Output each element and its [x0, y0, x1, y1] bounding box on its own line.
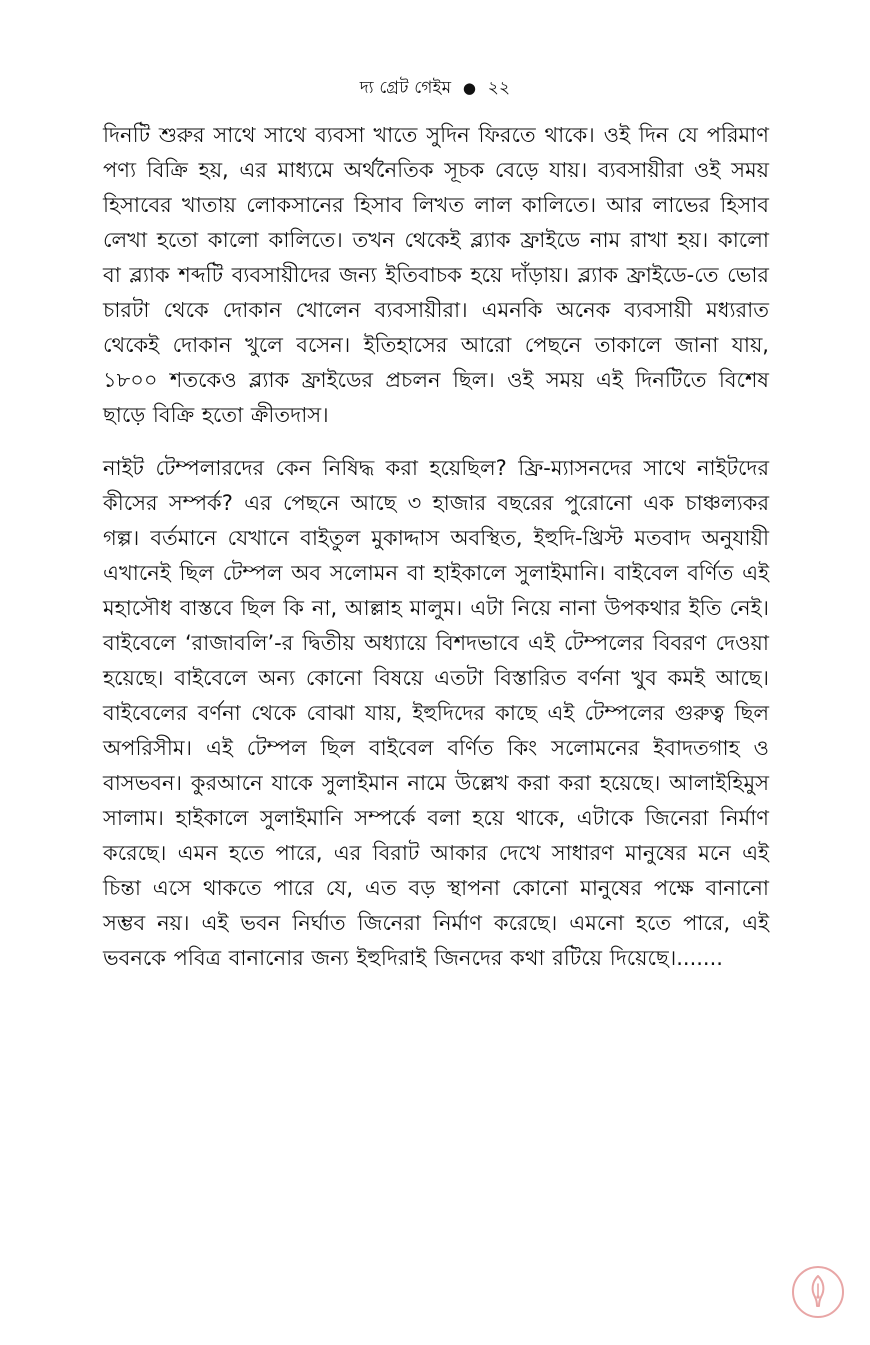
body-text — [103, 118, 769, 976]
page-number: ২২ — [487, 78, 511, 98]
paragraph-knights-templar: নাইট টেম্পলারদের কেন নিষিদ্ধ করা হয়েছিল? ফ্রি-ম্যাসনদের সাথে নাইটদের কীসের সম্পর্ক? এর পেছনে আছে ৩ হাজার বছরের পুরোনো এক চাঞ্চল্যকর গল্প। বর্তমানে যেখানে বাইতুল মুকাদ্দাস অবস্থিত, ইহুদি-খ্রিস্ট মতবাদ অনুযায়ী এখানেই ছিল টেম্পল অব সলোমন বা হাইকালে সুলাইমানি। বাইবেল বর্ণিত এই মহাসৌধ বাস্তবে ছিল কি না, আল্লাহ মালুম। এটা নিয়ে নানা উপকথার ইতি নেই। বাইবেলে ‘রাজাবলি’-র দ্বিতীয় অধ্যায়ে বিশদভাবে এই টেম্পলের বিবরণ দেওয়া হয়েছে। বাইবেলে অন্য কোনো বিষয়ে এতটা বিস্তারিত বর্ণনা খুব কমই আছে। বাইবেলের বর্ণনা থেকে বোঝা যায়, ইহুদিদের কাছে এই টেম্পলের গুরুত্ব ছিল অপরিসীম। এই টেম্পল ছিল বাইবেল বর্ণিত কিং সলোমনের ইবাদতগাহ ও বাসভবন। কুরআনে যাকে সুলাইমান নামে উল্লেখ করা করা হয়েছে। আলাইহিমুস সালাম। হাইকালে সুলাইমানি সম্পর্কে বলা হয়ে থাকে, এটাকে জিনেরা নির্মাণ করেছে। এমন হতে পারে, এর বিরাট আকার দেখে সাধারণ মানুষের মনে এই চিন্তা এসে থাকতে পারে যে, এত বড় স্থাপনা কোনো মানুষের পক্ষে বানানো সম্ভব নয়। এই ভবন নির্ঘাত জিনেরা নির্মাণ করেছে। এমনো হতে পারে, এই ভবনকে পবিত্র বানানোর জন্য ইহুদিরাই জিনদের কথা রটিয়ে দিয়েছে।....... — [103, 456, 769, 970]
header-separator: ● — [462, 79, 477, 97]
paragraph-black-friday: দিনটি শুরুর সাথে সাথে ব্যবসা খাতে সুদিন ফিরতে থাকে। ওই দিন যে পরিমাণ পণ্য বিক্রি হয়, এর মাধ্যমে অর্থনৈতিক সূচক বেড়ে যায়। ব্যবসায়ীরা ওই সময় হিসাবের খাতায় লোকসানের হিসাব লিখত লাল কালিতে। আর লাভের হিসাব লেখা হতো কালো কালিতে। তখন থেকেই ব্ল্যাক ফ্রাইডে নাম রাখা হয়। কালো বা ব্ল্যাক শব্দটি ব্যবসায়ীদের জন্য ইতিবাচক হয়ে দাঁড়ায়। ব্ল্যাক ফ্রাইডে-তে ভোর চারটা থেকে দোকান খোলেন ব্যবসায়ীরা। এমনকি অনেক ব্যবসায়ী মধ্যরাত থেকেই দোকান খুলে বসেন। ইতিহাসের আরো পেছনে তাকালে জানা যায়, ১৮০০ শতকেও ব্ল্যাক ফ্রাইডের প্রচলন ছিল। ওই সময় এই দিনটিতে বিশেষ ছাড়ে বিক্রি হতো ক্রীতদাস। — [103, 123, 769, 427]
book-title: দ্য গ্রেট গেইম — [359, 78, 452, 98]
quill-nib-icon — [790, 1264, 846, 1320]
running-header — [0, 76, 870, 100]
